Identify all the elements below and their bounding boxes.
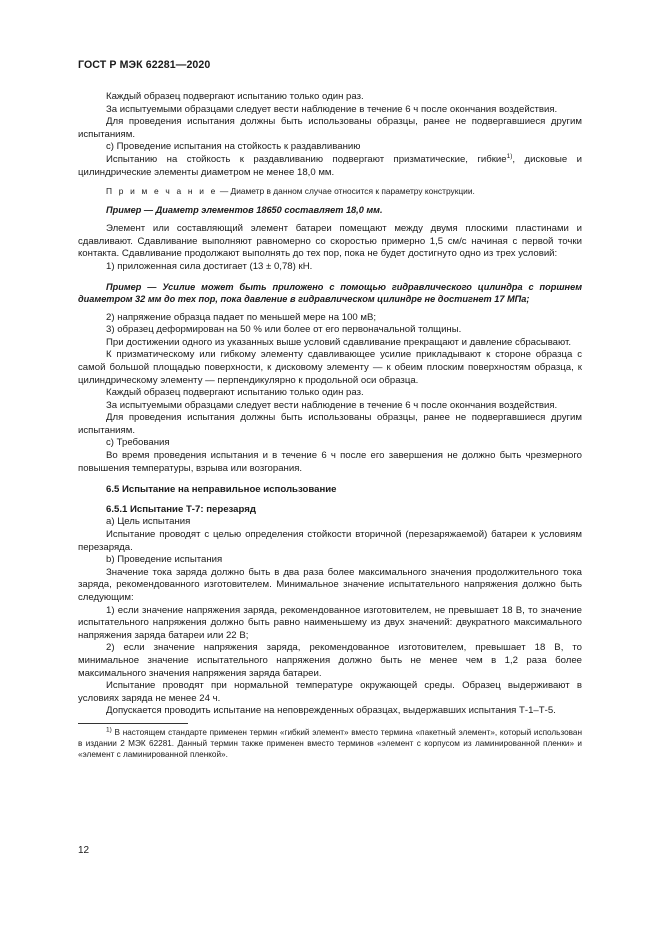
list-item: 2) напряжение образца падает по меньшей мере на 100 мВ; xyxy=(106,311,377,323)
subsection-title: a) Цель испытания xyxy=(106,516,191,528)
paragraph: Значение тока заряда должно быть в два раза более максимального значения продолжительного тока заряда, рекомендованного изготовителем. Минимальное значение испытательного напряжения должно быть следующим: xyxy=(78,566,582,603)
page-number: 12 xyxy=(78,845,90,856)
paragraph: Для проведения испытания должны быть использованы образцы, ранее не подвергавшиеся другим испытаниям. xyxy=(78,116,582,140)
subsection-title: с) Проведение испытания на стойкость к раздавливанию xyxy=(106,141,361,153)
list-item: 1) если значение напряжения заряда, рекомендованное изготовителем, не превышает 18 В, то значение испытательного напряжения должно быть равно наименьшему из двух значений: двукратного максимального напряжения заряда батареи или 22 В; xyxy=(78,604,582,641)
subsection-title: b) Проведение испытания xyxy=(106,554,223,566)
paragraph: За испытуемыми образцами следует вести наблюдение в течение 6 ч после окончания воздействия. xyxy=(106,103,558,115)
footnote-reference[interactable]: 1) xyxy=(506,152,513,160)
footnote-separator xyxy=(78,723,188,724)
note xyxy=(78,186,582,197)
paragraph: Допускается проводить испытание на неповрежденных образцах, выдержавших испытания Т-1–Т-5. xyxy=(106,705,556,717)
section-heading: 6.5 Испытание на неправильное использование xyxy=(106,484,337,496)
subsection-heading: 6.5.1 Испытание Т-7: перезаряд xyxy=(106,503,256,515)
note-label: П р и м е ч а н и е xyxy=(106,186,218,197)
paragraph: За испытуемыми образцами следует вести наблюдение в течение 6 ч после окончания воздействия. xyxy=(106,399,558,411)
note-text: — Диаметр в данном случае относится к параметру конструкции. xyxy=(217,186,475,197)
paragraph: Элемент или составляющий элемент батареи помещают между двумя плоскими пластинами и сдавливают. Сдавливание выполняют равномерно со скоростью примерно 1,5 см/с начиная с первой точки контакта. Сдавливание продолжают выполнять до тех пор, пока не будет достигнуто одно из трех условий: xyxy=(78,223,582,260)
list-item: 3) образец деформирован на 50 % или более от его первоначальной толщины. xyxy=(106,324,462,336)
paragraph-text: , дисковые и цилиндрические элементы диаметром не менее 18,0 мм. xyxy=(78,153,582,178)
subsection-title: с) Требования xyxy=(106,437,170,449)
paragraph: При достижении одного из указанных выше условий сдавливание прекращают и давление сбрасывают. xyxy=(106,336,572,348)
paragraph: Каждый образец подвергают испытанию только один раз. xyxy=(106,91,364,102)
paragraph: Испытание проводят при нормальной температуре окружающей среды. Образец выдерживают в условиях заряда не менее 24 ч. xyxy=(78,680,582,704)
paragraph-text: Испытанию на стойкость к раздавливанию подвергают призматические, гибкие xyxy=(106,153,507,165)
footnote xyxy=(78,727,582,760)
paragraph: К призматическому или гибкому элементу сдавливающее усилие прикладывают к стороне образца с самой большой площадью поверхности, к дисковому элементу — к обеим плоским поверхностям образца, к цилиндрическому элементу — перпендикулярно к продольной оси образца. xyxy=(78,349,582,386)
example: Пример — Усилие может быть приложено с помощью гидравлического цилиндра с поршнем диаметром 32 мм до тех пор, пока давление в гидравлическом цилиндре не достигнет 17 МПа; xyxy=(78,281,582,304)
paragraph: Каждый образец подвергают испытанию только один раз. xyxy=(106,387,364,399)
document-header: ГОСТ Р МЭК 62281—2020 xyxy=(78,59,211,71)
footnote-mark: 1) xyxy=(106,726,112,734)
paragraph xyxy=(78,154,582,179)
list-item: 2) если значение напряжения заряда, рекомендованное изготовителем, превышает 18 В, то минимальное значение испытательного напряжения должно быть не менее чем в 1,2 раза более максимального значения напряжения заряда батареи. xyxy=(78,642,582,679)
paragraph: Испытание проводят с целью определения стойкости вторичной (перезаряжаемой) батареи к условиям перезаряда. xyxy=(78,529,582,553)
paragraph: Для проведения испытания должны быть использованы образцы, ранее не подвергавшиеся другим испытаниям. xyxy=(78,412,582,436)
example: Пример — Диаметр элементов 18650 составляет 18,0 мм. xyxy=(106,205,383,216)
paragraph: Во время проведения испытания и в течение 6 ч после его завершения не должно быть чрезмерного повышения температуры, взрыва или возгорания. xyxy=(78,450,582,474)
page-content xyxy=(78,91,582,760)
list-item: 1) приложенная сила достигает (13 ± 0,78) кН. xyxy=(106,260,313,272)
footnote-text: В настоящем стандарте применен термин «гибкий элемент» вместо термина «пакетный элемент», который использован в издании 2 МЭК 62281. Данный термин также применен вместо терминов «элемент с корпусом из ламинированной пленки» и «элемент с ламинированной пленкой». xyxy=(78,727,582,759)
